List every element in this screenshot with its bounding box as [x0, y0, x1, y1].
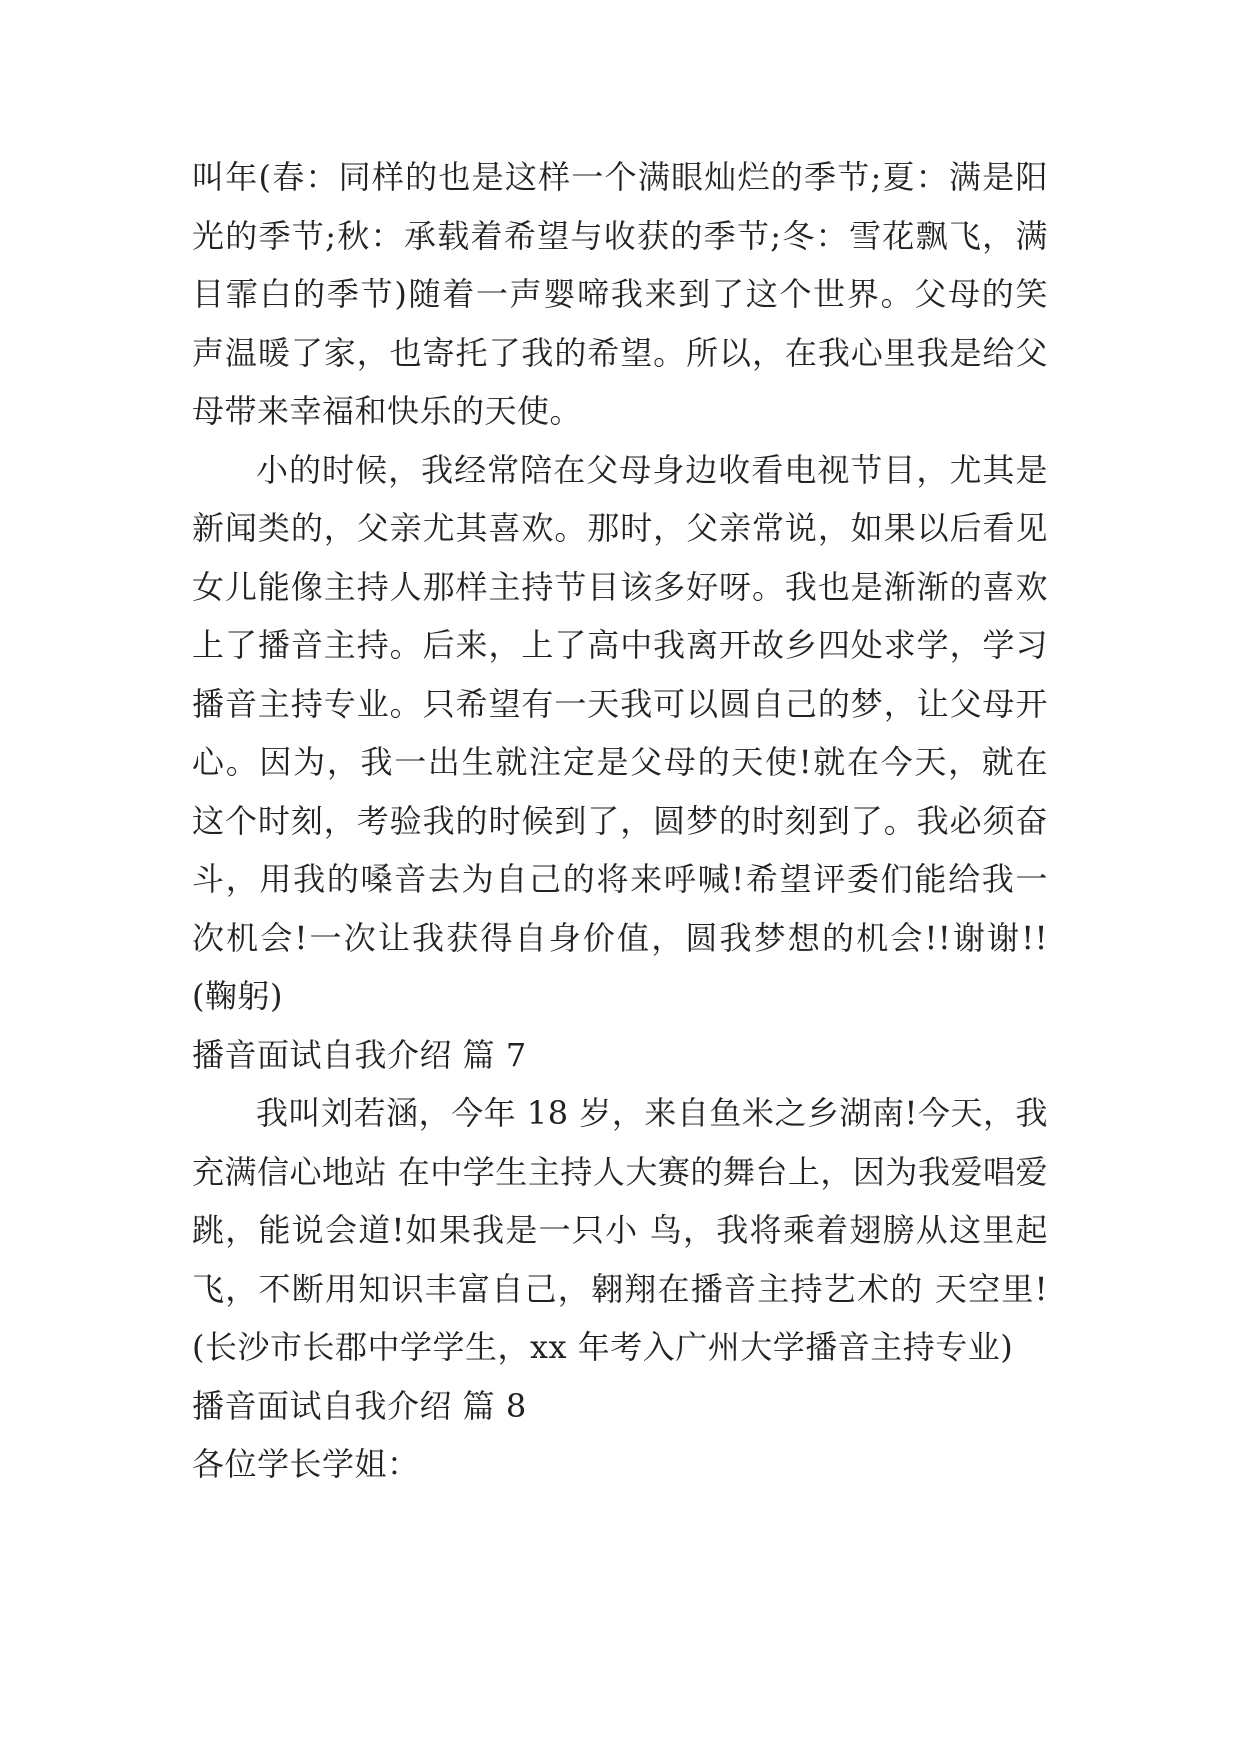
paragraph-self-intro-7: 我叫刘若涵，今年 18 岁，来自鱼米之乡湖南!今天，我充满信心地站 在中学生主持人大赛的舞台上，因为我爱唱爱跳，能说会道!如果我是一只小 鸟，我将乘着翅膀从这里起飞，不断用知识丰富自己，翱翔在播音主持艺术的 天空里! (长沙市长郡中学学生，xx 年考入广州大学播音主持专业) [192, 1094, 1048, 1366]
paragraph-greeting: 各位学长学姐： [192, 1445, 420, 1483]
section-heading-7: 播音面试自我介绍 篇 7 [192, 1035, 527, 1074]
section-heading-8: 播音面试自我介绍 篇 8 [192, 1386, 527, 1425]
document-body [192, 148, 1048, 1494]
paragraph-childhood-dream: 小的时候，我经常陪在父母身边收看电视节目，尤其是新闻类的，父亲尤其喜欢。那时，父亲常说，如果以后看见女儿能像主持人那样主持节目该多好呀。我也是渐渐的喜欢上了播音主持。后来，上了高中我离开故乡四处求学，学习播音主持专业。只希望有一天我可以圆自己的梦，让父母开心。因为，我一出生就注定是父母的天使!就在今天，就在这个时刻，考验我的时候到了，圆梦的时刻到了。我必须奋斗，用我的嗓音去为自己的将来呼喊!希望评委们能给我一次机会!一次让我获得自身价值，圆我梦想的机会!!谢谢!!(鞠躬) [192, 450, 1048, 1015]
paragraph-seasons: 叫年(春：同样的也是这样一个满眼灿烂的季节;夏：满是阳光的季节;秋：承载着希望与收获的季节;冬：雪花飘飞，满目霏白的季节)随着一声婴啼我来到了这个世界。父母的笑声温暖了家，也寄托了我的希望。所以，在我心里我是给父母带来幸福和快乐的天使。 [192, 158, 1048, 430]
